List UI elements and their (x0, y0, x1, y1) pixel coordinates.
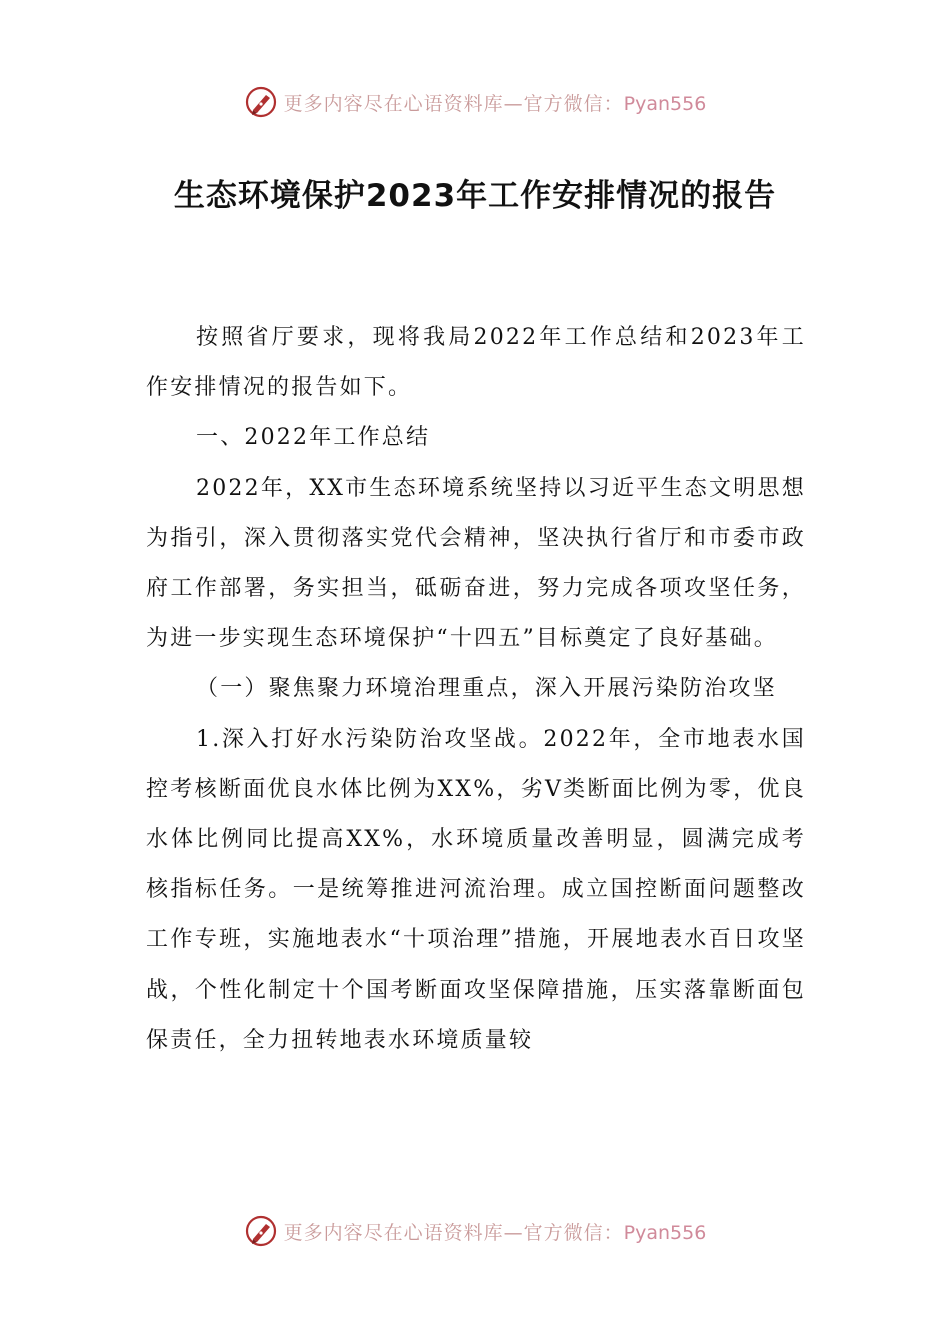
watermark-wechat-id: Pyan556 (623, 92, 707, 115)
watermark-label: 更多内容尽在心语资料库—官方微信： (283, 92, 624, 115)
watermark-label: 更多内容尽在心语资料库—官方微信： (283, 1221, 624, 1244)
watermark-footer (0, 1211, 950, 1251)
document-body (146, 313, 806, 1066)
pen-nib-logo-icon (244, 1214, 278, 1248)
document-title: 生态环境保护2023年工作安排情况的报告 (173, 178, 777, 214)
section-heading-1: 一、2022年工作总结 (196, 425, 431, 451)
watermark-header (0, 82, 950, 122)
watermark-text (284, 1218, 707, 1245)
watermark-text (284, 89, 707, 116)
paragraph-water-pollution: 1.深入打好水污染防治攻坚战。2022年，全市地表水国控考核断面优良水体比例为XX%，劣Ⅴ类断面比例为零，优良水体比例同比提高XX%，水环境质量改善明显，圆满完成考核指标任务。一是统筹推进河流治理。成立国控断面问题整改工作专班，实施地表水“十项治理”措施，开展地表水百日攻坚战，个性化制定十个国考断面攻坚保障措施，压实落靠断面包保责任，全力扭转地表水环境质量较 (146, 726, 806, 1053)
watermark-wechat-id: Pyan556 (623, 1221, 707, 1244)
paragraph-intro: 按照省厅要求，现将我局2022年工作总结和2023年工作安排情况的报告如下。 (146, 325, 806, 401)
subsection-heading-1: （一）聚焦聚力环境治理重点，深入开展污染防治攻坚 (196, 676, 777, 702)
paragraph-summary: 2022年，XX市生态环境系统坚持以习近平生态文明思想为指引，深入贯彻落实党代会精神，坚决执行省厅和市委市政府工作部署，务实担当，砥砺奋进，努力完成各项攻坚任务，为进一步实现生态环境保护“十四五”目标奠定了良好基础。 (146, 475, 806, 652)
pen-nib-logo-icon (244, 85, 278, 119)
